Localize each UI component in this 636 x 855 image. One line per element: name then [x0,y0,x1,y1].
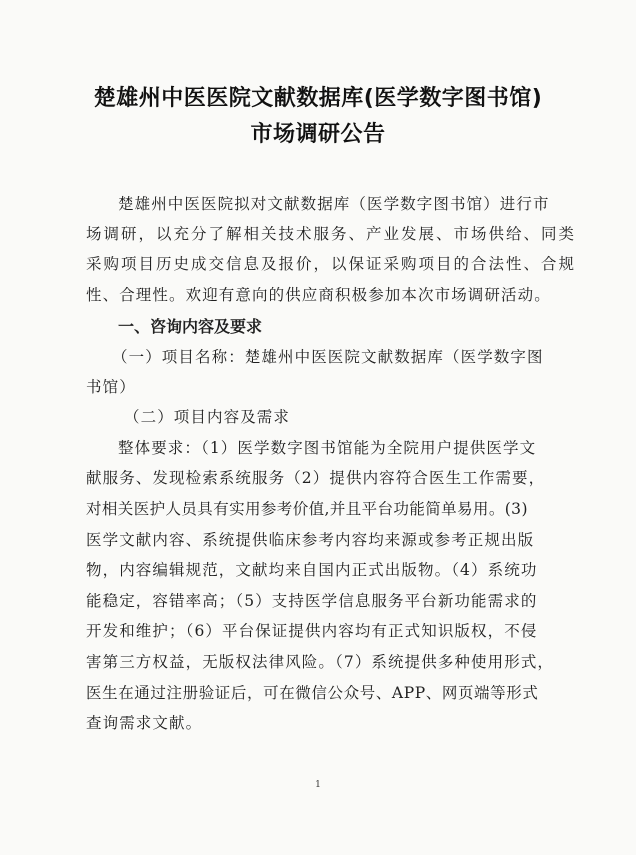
requirements-line: 整体要求：（1）医学数字图书馆能为全院用户提供医学文 [118,439,537,457]
requirements-line: 医生在通过注册验证后，可在微信公众号、APP、网页端等形式 [86,684,539,702]
requirements-line: 物，内容编辑规范，文献均来自国内正式出版物。（4）系统功 [86,561,538,579]
intro-line: 采购项目历史成交信息及报价，以保证采购项目的合法性、合规 [86,255,577,273]
page-number: 1 [315,780,321,790]
requirements-line: 查询需求文献。 [86,714,203,732]
requirements-line: 开发和维护；（6）平台保证提供内容均有正式知识版权，不侵 [86,622,538,640]
intro-line: 场调研，以充分了解相关技术服务、产业发展、市场供给、同类 [86,225,577,243]
intro-line: 性、合理性。欢迎有意向的供应商积极参加本次市场调研活动。 [86,286,551,304]
requirements-line: 医学文献内容、系统提供临床参考内容均来源或参考正规出版 [86,531,535,549]
intro-line: 楚雄州中医医院拟对文献数据库（医学数字图书馆）进行市 [118,195,550,213]
requirements-line: 献服务、发现检索系统服务（2）提供内容符合医生工作需要， [86,469,546,487]
section-heading: 一、咨询内容及要求 [118,317,263,336]
requirements-line: 能稳定，容错率高；（5）支持医学信息服务平台新功能需求的 [86,592,538,610]
document-title-line2: 市场调研公告 [250,122,386,147]
requirements-line: 害第三方权益，无版权法律风险。（7）系统提供多种使用形式， [86,653,555,671]
document-title-line1: 楚雄州中医医院文献数据库(医学数字图书馆) [93,86,543,111]
item1-line: （一）项目名称：楚雄州中医医院文献数据库（医学数字图 [112,348,544,366]
requirements-line: 对相关医护人员具有实用参考价值,并且平台功能简单易用。(3) [86,500,528,518]
item2-heading: （二）项目内容及需求 [124,408,291,426]
item1-line: 书馆） [86,378,136,396]
